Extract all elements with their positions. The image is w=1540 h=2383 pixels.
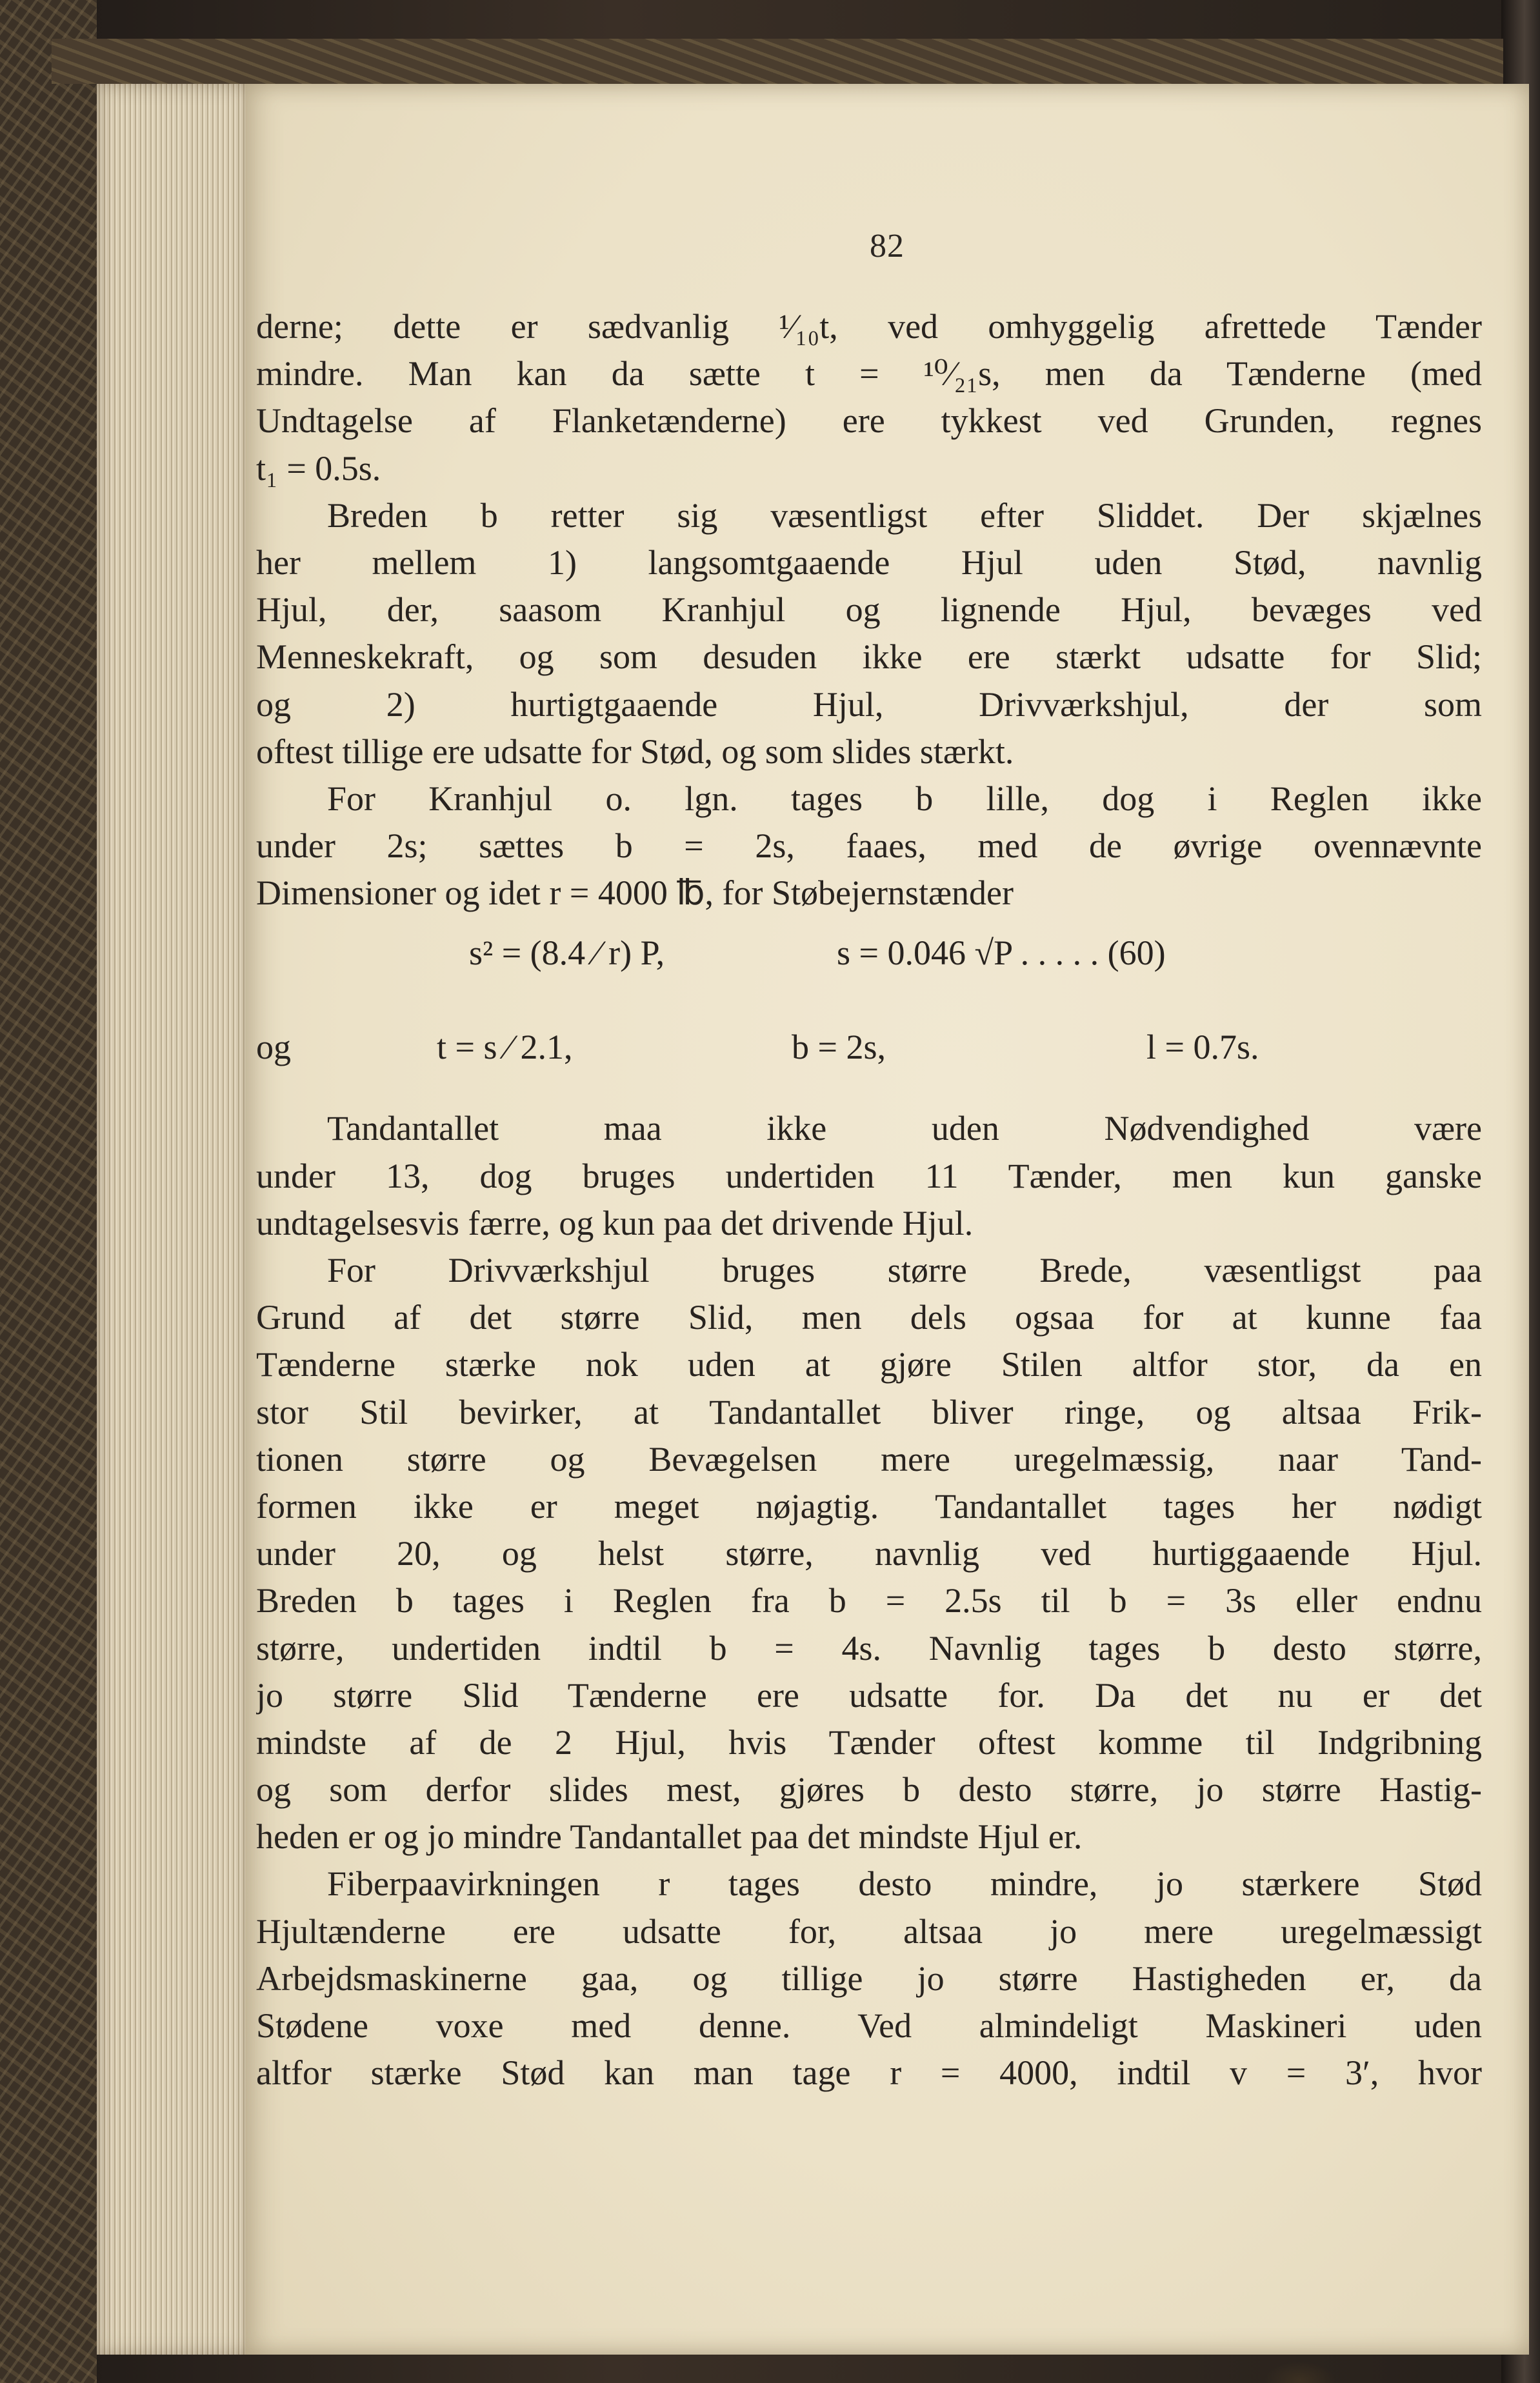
text-line: t₁ = 0.5s. bbox=[256, 448, 381, 488]
formula-lead: og bbox=[256, 1028, 291, 1067]
text-line: altfor stærke Stød kan man tage r = 4000, indtil v = 3′, hvor bbox=[256, 2053, 1482, 2093]
text-line: Tænderne stærke nok uden at gjøre Stilen altfor stor, da en bbox=[256, 1345, 1482, 1384]
text-line: Breden b retter sig væsentligst efter Sliddet. Der skjælnes bbox=[327, 495, 1482, 535]
text-line: Arbejdsmaskinerne gaa, og tillige jo større Hastigheden er, da bbox=[256, 1959, 1482, 1998]
page-stain bbox=[1265, 2361, 1335, 2383]
text-line: undtagelsesvis færre, og kun paa det drivende Hjul. bbox=[256, 1203, 974, 1242]
book-cover-top bbox=[52, 39, 1503, 84]
page-edges bbox=[97, 84, 252, 2355]
formula-l: l = 0.7s. bbox=[1146, 1028, 1259, 1067]
body-text bbox=[256, 303, 1482, 2097]
text-line: For Drivværkshjul bruges større Brede, væsentligst paa bbox=[327, 1251, 1482, 1290]
text-line: under 20, og helst større, navnlig ved hurtiggaaende Hjul. bbox=[256, 1534, 1482, 1573]
formula-s-squared: s² = (8.4 ⁄ r) P, bbox=[469, 933, 665, 973]
text-line: og 2) hurtigtgaaende Hjul, Drivværkshjul, der som bbox=[256, 684, 1482, 724]
formula-b: b = 2s, bbox=[792, 1028, 886, 1067]
formula-60 bbox=[256, 917, 1482, 1011]
text-line: For Kranhjul o. lgn. tages b lille, dog i Reglen ikke bbox=[327, 779, 1482, 818]
text-line: derne; dette er sædvanlig ¹⁄₁₀t, ved omhyggelig afrettede Tænder bbox=[256, 307, 1482, 346]
text-line: oftest tillige ere udsatte for Stød, og som slides stærkt. bbox=[256, 732, 1014, 771]
text-line: under 13, dog bruges undertiden 11 Tænder, men kun ganske bbox=[256, 1156, 1482, 1195]
formula-s-root: s = 0.046 √P . . . . . (60) bbox=[837, 933, 1166, 973]
text-line: Hjultænderne ere udsatte for, altsaa jo mere uregelmæssigt bbox=[256, 1911, 1482, 1951]
text-line: heden er og jo mindre Tandantallet paa det mindste Hjul er. bbox=[256, 1817, 1083, 1857]
text-line: Tandantallet maa ikke uden Nødvendighed være bbox=[327, 1109, 1482, 1148]
page-number: 82 bbox=[870, 228, 905, 264]
text-line: større, undertiden indtil b = 4s. Navnlig tages b desto større, bbox=[256, 1628, 1482, 1668]
text-line: tionen større og Bevægelsen mere uregelmæssig, naar Tand- bbox=[256, 1439, 1482, 1479]
text-line: Dimensioner og idet r = 4000 ℔, for Støbejernstænder bbox=[256, 873, 1014, 913]
text-line: Fiberpaavirkningen r tages desto mindre, jo stærkere Stød bbox=[327, 1864, 1482, 1904]
book-cover-left bbox=[0, 0, 97, 2383]
formula-dimensions bbox=[256, 1011, 1482, 1105]
text-line: mindste af de 2 Hjul, hvis Tænder oftest komme til Indgribning bbox=[256, 1722, 1482, 1762]
text-line: mindre. Man kan da sætte t = ¹⁰⁄₂₁s, men da Tænderne (med bbox=[256, 354, 1482, 394]
text-line: stor Stil bevirker, at Tandantallet bliver ringe, og altsaa Frik- bbox=[256, 1392, 1482, 1431]
text-line: under 2s; sættes b = 2s, faaes, med de øvrige ovennævnte bbox=[256, 826, 1482, 866]
text-line: Stødene voxe med denne. Ved almindeligt Maskineri uden bbox=[256, 2006, 1482, 2045]
text-line: Undtagelse af Flanketænderne) ere tykkest ved Grunden, regnes bbox=[256, 401, 1482, 441]
text-line: Grund af det større Slid, men dels ogsaa for at kunne faa bbox=[256, 1298, 1482, 1337]
text-line: formen ikke er meget nøjagtig. Tandantallet tages her nødigt bbox=[256, 1486, 1482, 1526]
text-line: her mellem 1) langsomtgaaende Hjul uden Stød, navnlig bbox=[256, 543, 1482, 582]
text-line: Menneskekraft, og som desuden ikke ere stærkt udsatte for Slid; bbox=[256, 637, 1482, 677]
formula-t: t = s ⁄ 2.1, bbox=[437, 1028, 573, 1067]
text-line: Breden b tages i Reglen fra b = 2.5s til b = 3s eller endnu bbox=[256, 1581, 1482, 1620]
text-line: Hjul, der, saasom Kranhjul og lignende Hjul, bevæges ved bbox=[256, 590, 1482, 630]
text-line: jo større Slid Tænderne ere udsatte for. Da det nu er det bbox=[256, 1675, 1482, 1715]
text-line: og som derfor slides mest, gjøres b desto større, jo større Hastig- bbox=[256, 1770, 1482, 1810]
